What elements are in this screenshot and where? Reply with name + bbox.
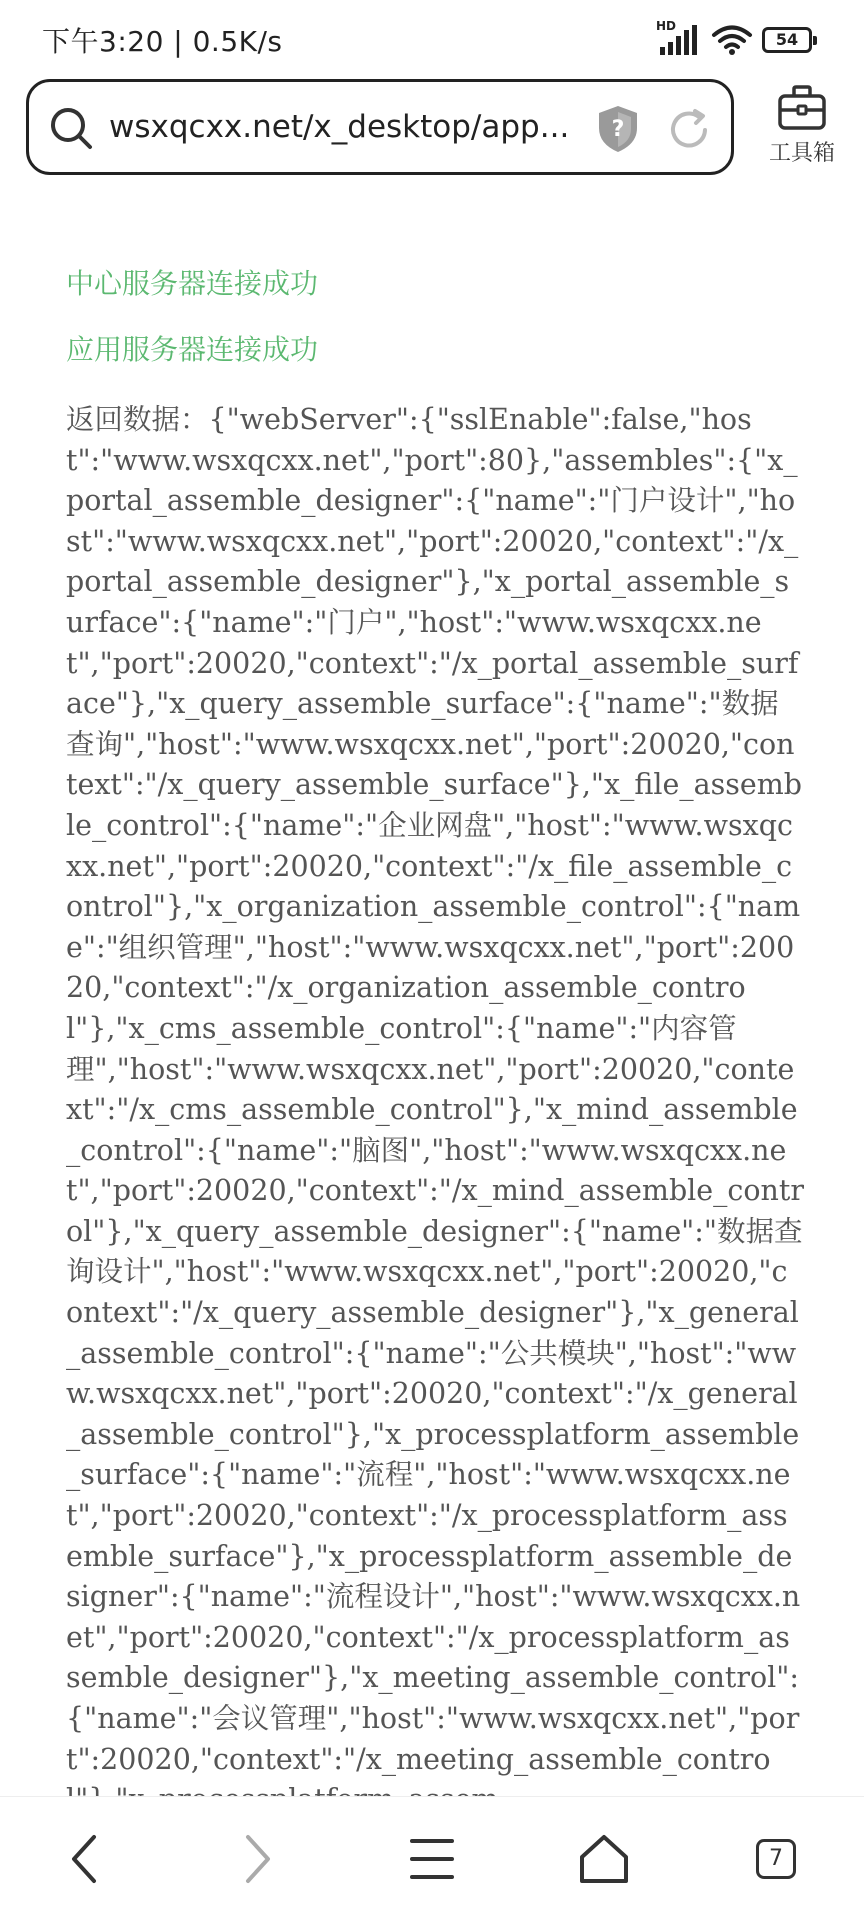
forward-icon bbox=[238, 1831, 278, 1887]
url-text[interactable]: wsxqcxx.net/x_desktop/app... bbox=[109, 109, 570, 145]
toolbox-label: 工具箱 bbox=[768, 141, 835, 166]
search-icon[interactable] bbox=[49, 106, 93, 150]
wifi-icon bbox=[712, 24, 752, 56]
status-time: 下午3:20 | 0.5K/s bbox=[42, 25, 283, 58]
battery-icon: 54 bbox=[762, 27, 812, 53]
forward-button[interactable] bbox=[226, 1827, 290, 1891]
refresh-icon[interactable] bbox=[665, 106, 713, 154]
svg-text:?: ? bbox=[611, 117, 625, 142]
status-icons bbox=[656, 19, 812, 58]
menu-icon bbox=[408, 1835, 456, 1883]
toolbox-icon bbox=[777, 84, 827, 132]
back-icon bbox=[64, 1831, 104, 1887]
tabs-button[interactable] bbox=[744, 1827, 808, 1891]
hd-label: HD bbox=[656, 19, 677, 33]
shield-question-icon[interactable] bbox=[595, 104, 641, 154]
page-content bbox=[66, 262, 804, 1790]
bottom-nav bbox=[0, 1796, 864, 1921]
home-icon bbox=[578, 1833, 630, 1885]
return-data-text: 返回数据：{"webServer":{"sslEnable":false,"host":"www.wsxqcxx.net","port":80},"assembles":{"x_portal_assemble_designer":{"name":"门户设计","host":"www.wsxqcxx.net","port":20020,"context":"/x_portal_assemble_designer"},"x_portal_assemble_surface":{"name":"门户","host":"www.wsxqcxx.net","port":20020,"context":"/x_portal_assemble_surface"},"x_query_assemble_surface":{"name":"数据查询","host":"www.wsxqcxx.net","port":20020,"context":"/x_query_assemble_surface"},"x_file_assemble_control":{"name":"企业网盘","host":"www.wsxqcxx.net","port":20020,"context":"/x_file_assemble_control"},"x_organization_assemble_control":{"name":"组织管理","host":"www.wsxqcxx.net","port":20020,"context":"/x_organization_assemble_control"},"x_cms_assemble_control":{"name":"内容管理","host":"www.wsxqcxx.net","port":20020,"context":"/x_cms_assemble_control"},"x_mind_assemble_control":{"name":"脑图","host":"www.wsxqcxx.net","port":20020,"context":"/x_mind_assemble_control"},"x_query_assemble_designer":{"name":"数据查询设计","host":"www.wsxqcxx.net","port":20020,"context":"/x_query_assemble_designer"},"x_general_assemble_control":{"name":"公共模块","host":"www.wsxqcxx.net","port":20020,"context":"/x_general_assemble_control"},"x_processplatform_assemble_surface":{"name":"流程","host":"www.wsxqcxx.net","port":20020,"context":"/x_processplatform_assemble_surface"},"x_processplatform_assemble_designer":{"name":"流程设计","host":"www.wsxqcxx.net","port":20020,"context":"/x_processplatform_assemble_designer"},"x_meeting_assemble_control":{"name":"会议管理","host":"www.wsxqcxx.net","port":20020,"context":"/x_meeting_assemble_contro bbox=[66, 403, 804, 1776]
signal-icon bbox=[656, 19, 702, 57]
home-button[interactable] bbox=[572, 1827, 636, 1891]
status-bar bbox=[0, 0, 864, 78]
app-server-status: 应用服务器连接成功 bbox=[66, 333, 319, 366]
back-button[interactable] bbox=[52, 1827, 116, 1891]
tab-count: 7 bbox=[756, 1839, 796, 1879]
address-bar[interactable] bbox=[26, 79, 734, 175]
toolbox-button[interactable] bbox=[760, 84, 844, 167]
center-server-status: 中心服务器连接成功 bbox=[66, 267, 319, 300]
menu-button[interactable] bbox=[400, 1827, 464, 1891]
